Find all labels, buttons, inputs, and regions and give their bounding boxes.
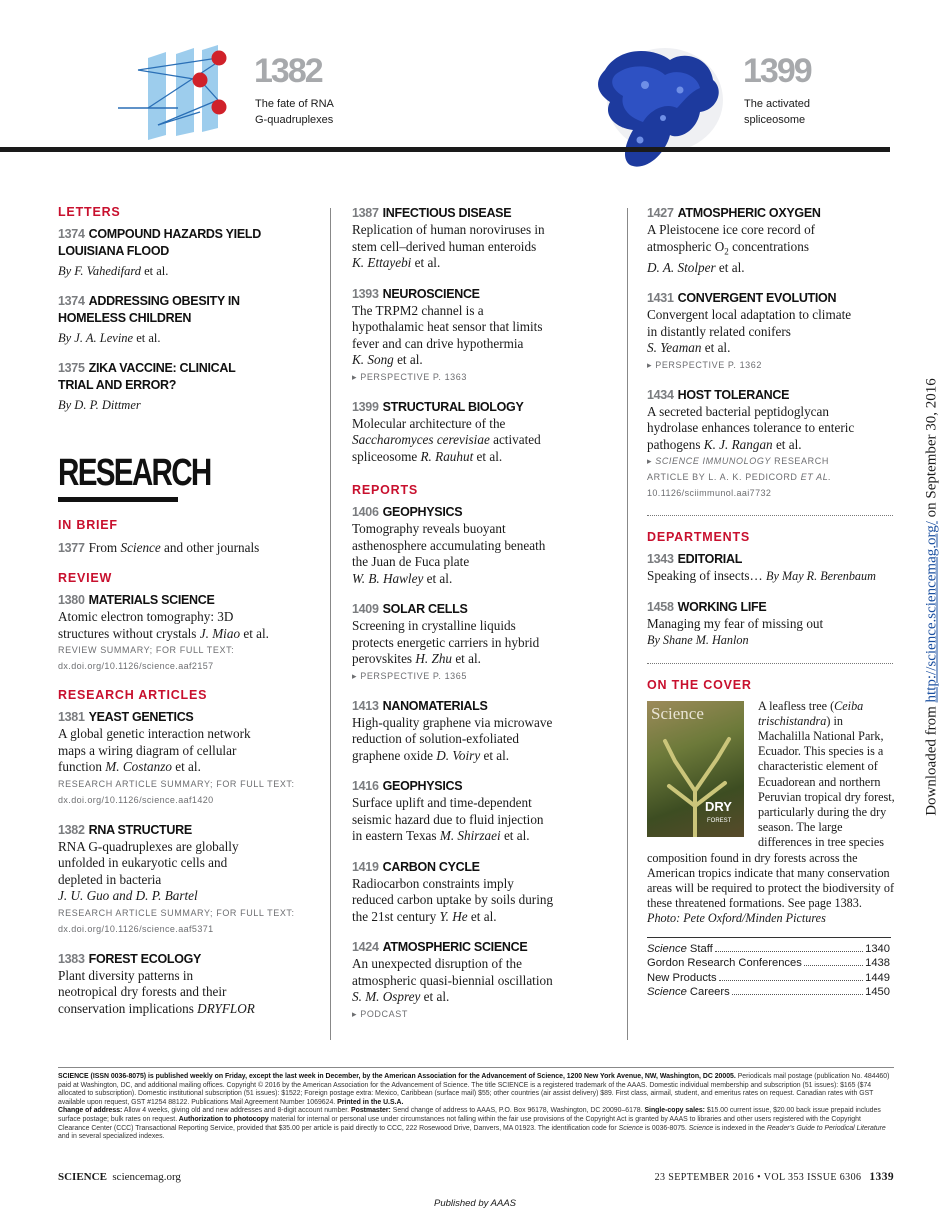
reports-heading: REPORTS <box>352 483 419 497</box>
divider <box>647 515 893 516</box>
perspective-link[interactable]: ▸ PERSPECTIVE P. 1365 <box>352 670 468 681</box>
header-rule <box>0 147 890 152</box>
feature-right-number: 1399 <box>743 52 811 90</box>
column-left <box>58 205 320 1031</box>
toc-item[interactable]: New Products 1449 <box>647 971 890 984</box>
report-entry[interactable]: 1409 SOLAR CELLS Screening in crystalline liquids protects energetic carriers in hybrid perovskites H. Zhu et al. ▸ PERSPECTIVE P. 1365 <box>352 601 610 684</box>
perspective-link[interactable]: ▸ PERSPECTIVE P. 1362 <box>647 359 763 370</box>
research-rule <box>58 497 178 502</box>
perspective-link[interactable]: ▸ PERSPECTIVE P. 1363 <box>352 371 468 382</box>
in-brief-heading: IN BRIEF <box>58 518 118 532</box>
report-entry[interactable]: 1406 GEOPHYSICS Tomography reveals buoyant asthenosphere accumulating beneath the Juan de Fuca plate W. B. Hawley et al. <box>352 505 546 586</box>
column-right <box>647 205 897 1000</box>
article-entry[interactable]: 1399 STRUCTURAL BIOLOGY Molecular architecture of the Saccharomyces cerevisiae activated spliceosome R. Rauhut et al. <box>352 399 541 464</box>
cover-description: Science DRY FOREST A leafless tree (Ceiba trischistandra) in Machalilla National Park, Ecuador. This species is a characteristic element of Ecuadorean and northern Peruvian tropical dry forest, particularly during the dry season. The large differences in tree species composition found in dry forests across the American tropics indicate that many conservation areas will be required to protect the biodiversity of these threatened formations. See page 1383. Photo: Pete Oxford/Minden Pictures <box>647 698 895 926</box>
report-entry[interactable]: 1413 NANOMATERIALS High-quality graphene via microwave reduction of solution-exfoliated graphene oxide D. Voiry et al. <box>352 698 553 763</box>
cover-image[interactable]: Science DRY FOREST <box>647 701 744 837</box>
research-heading: RESEARCH <box>58 452 211 494</box>
review-entry[interactable]: 1380 MATERIALS SCIENCE Atomic electron tomography: 3D structures without crystals J. Miao et al. REVIEW SUMMARY; FOR FULL TEXT: dx.doi.org/10.1126/science.aaf2157 <box>58 593 269 671</box>
published-by: Published by AAAS <box>433 1198 517 1209</box>
toc-item[interactable]: Science Careers 1450 <box>647 986 890 999</box>
toc-item[interactable]: Gordon Research Conferences 1438 <box>647 957 890 970</box>
research-articles-heading: RESEARCH ARTICLES <box>58 688 208 702</box>
article-entry[interactable]: 1393 NEUROSCIENCE The TRPM2 channel is a hypothalamic heat sensor that limits fever and can drive hypothermia K. Song et al. ▸ PERSPECTIVE P. 1363 <box>352 286 610 385</box>
article-entry[interactable]: 1381 YEAST GENETICS A global genetic interaction network maps a wiring diagram of cellular function M. Costanzo et al. RESEARCH ARTICLE SUMMARY; FOR FULL TEXT: dx.doi.org/10.1126/science.aaf1420 <box>58 710 295 805</box>
letters-heading: LETTERS <box>58 205 121 219</box>
toc-item[interactable]: Science Staff 1340 <box>647 942 890 955</box>
imprint-text: SCIENCE (ISSN 0036-8075) is published weekly on Friday, except the last week in December, by the American Association for the Advancement of Science, 1200 New York Avenue, NW, Washington, DC 20005. Periodicals mail postage (publication No. 484460) paid at Washington, DC, and additional mailing offices. Copyright © 2016 by the American Association for the Advancement of Science. The title SCIENCE is a registered trademark of the AAAS. Domestic individual membership and subscription (51 issues): $165 ($74 allocated to subscription). Domestic institutional subscription (51 issues): $1522; Foreign postage extra: Mexico, Caribbean (surface mail) $55; other countries (air assist delivery) $89. First class, airmail, student, and emeritus rates on request. Canadian rates with GST available upon request, GST #1254 88122. Publications Mail Agreement Number 1069624. Printed in the U.S.A. Change of address: Allow 4 weeks, giving old and new addresses and 8-digit account number. Postmaster: Send change of address to AAAS, P.O. Box 96178, Washington, DC 20090–6178. Single-copy sales: $15.00 current issue, $20.00 back issue prepaid includes surface postage; bulk rates on request. Authorization to photocopy material for internal or personal use under circumstances not falling within the fair use provisions of the Copyright Act is granted by AAAS to libraries and other users registered with the Copyright Clearance Center (CCC) Transactional Reporting Service, provided that $35.00 per article is paid directly to CCC, 222 Rosewood Drive, Danvers, MA 01923. The identification code for Science is 0036-8075. Science is indexed in the Reader’s Guide to Periodical Literature and in several specialized indexes. <box>58 1073 890 1141</box>
report-entry[interactable]: 1427 ATMOSPHERIC OXYGEN A Pleistocene ice core record of atmospheric $O_2$ concentrations D. A. Stolper et al. <box>647 206 821 275</box>
footer-issue: 23 SEPTEMBER 2016 • VOL 353 ISSUE 6306 <box>654 1172 862 1183</box>
letter-entry[interactable]: 1374 COMPOUND HAZARDS YIELD LOUISIANA FLOOD By F. Vahedifard et al. <box>58 227 261 278</box>
footer-journal: SCIENCE <box>58 1171 107 1183</box>
department-entry[interactable]: 1343 EDITORIAL Speaking of insects… By May R. Berenbaum <box>647 552 876 584</box>
column-divider <box>330 208 331 1040</box>
report-entry[interactable]: 1416 GEOPHYSICS Surface uplift and time-dependent seismic hazard due to fluid injection in eastern Texas M. Shirzaei et al. <box>352 779 544 843</box>
science-immunology-link[interactable]: ▸ SCIENCE IMMUNOLOGY RESEARCH <box>647 456 829 467</box>
review-heading: REVIEW <box>58 571 113 585</box>
report-entry[interactable]: 1431 CONVERGENT EVOLUTION Convergent local adaptation to climate in distantly related conifers S. Yeaman et al. ▸ PERSPECTIVE P. 1362 <box>647 290 897 373</box>
letter-entry[interactable]: 1375 ZIKA VACCINE: CLINICAL TRIAL AND ERROR? By D. P. Dittmer <box>58 361 236 412</box>
spliceosome-illustration <box>585 30 735 180</box>
report-entry[interactable]: 1424 ATMOSPHERIC SCIENCE An unexpected disruption of the atmospheric quasi-biennial oscillation S. M. Osprey et al. ▸ PODCAST <box>352 939 610 1022</box>
imprint-rule <box>58 1067 894 1068</box>
in-brief-entry[interactable]: 1377 From Science and other journals <box>58 540 260 555</box>
column-divider <box>627 208 628 1040</box>
page-footer <box>58 1171 894 1187</box>
g-quadruplex-illustration <box>118 40 243 145</box>
department-entry[interactable]: 1458 WORKING LIFE Managing my fear of missing out By Shane M. Hanlon <box>647 599 824 648</box>
download-watermark: Downloaded from http://science.sciencemag.org/ on September 30, 2016 <box>923 378 940 816</box>
toc-list <box>647 942 890 1000</box>
departments-heading: DEPARTMENTS <box>647 530 751 545</box>
feature-right-caption: The activated spliceosome <box>744 98 811 126</box>
article-entry[interactable]: 1387 INFECTIOUS DISEASE Replication of human noroviruses in stem cell–derived human enteroids K. Ettayebi et al. <box>352 206 545 270</box>
feature-left-number: 1382 <box>254 52 322 90</box>
footer-site[interactable]: sciencemag.org <box>112 1171 181 1183</box>
download-link[interactable]: http://science.sciencemag.org/ <box>923 521 940 703</box>
article-entry[interactable]: 1382 RNA STRUCTURE RNA G-quadruplexes are globally unfolded in eukaryotic cells and depleted in bacteria J. U. Guo and D. P. Bartel RESEARCH ARTICLE SUMMARY; FOR FULL TEXT: dx.doi.org/10.1126/science.aaf5371 <box>58 822 295 934</box>
podcast-link[interactable]: ▸ PODCAST <box>352 1008 408 1019</box>
report-entry[interactable]: 1434 HOST TOLERANCE A secreted bacterial peptidoglycan hydrolase enhances tolerance to enteric pathogens K. J. Rangan et al. ▸ SCIENCE IMMUNOLOGY RESEARCH ARTICLE BY L. A. K. PEDICORD ET AL. 10.1126/sciimmunol.aai7732 <box>647 387 897 502</box>
feature-left-caption: The fate of RNA G-quadruplexes <box>255 98 334 126</box>
letter-entry[interactable]: 1374 ADDRESSING OBESITY IN HOMELESS CHILDREN By J. A. Levine et al. <box>58 294 240 345</box>
divider <box>647 663 893 664</box>
feature-header <box>0 0 950 185</box>
article-entry[interactable]: 1383 FOREST ECOLOGY Plant diversity patterns in neotropical dry forests and their conservation implications DRYFLOR <box>58 951 255 1016</box>
toc-rule <box>647 937 891 938</box>
column-middle <box>352 205 610 1036</box>
page-number: 1339 <box>869 1171 894 1183</box>
report-entry[interactable]: 1419 CARBON CYCLE Radiocarbon constraints imply reduced carbon uptake by soils during the 21st century Y. He et al. <box>352 859 554 924</box>
cover-heading: ON THE COVER <box>647 677 752 692</box>
